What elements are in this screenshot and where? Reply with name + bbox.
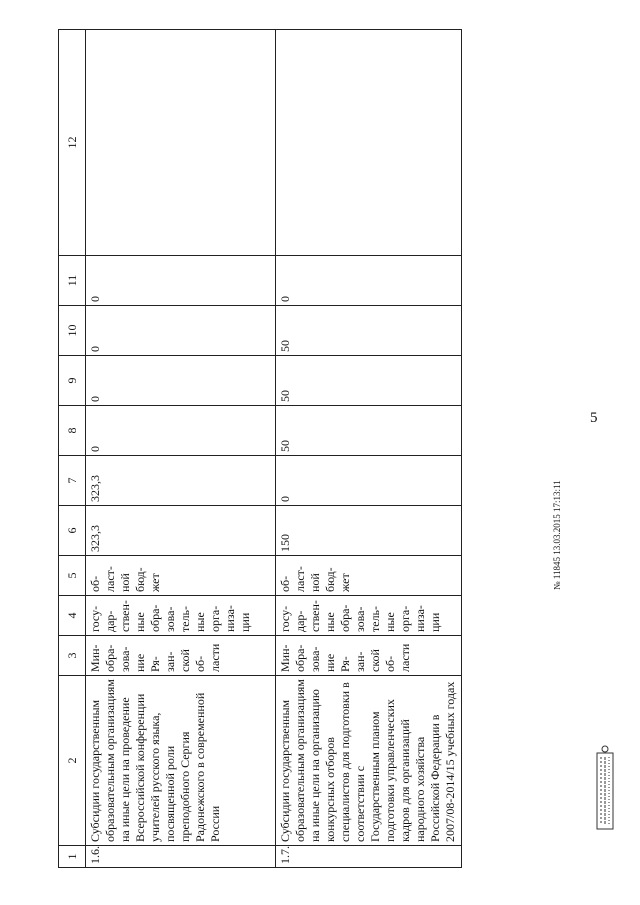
year-value: 0 [276,456,462,506]
year-value: 0 [86,256,276,306]
budget-table [58,29,462,868]
page-number: 5 [590,410,598,426]
total-value: 323,3 [86,506,276,556]
row-number: 1.7. [276,846,462,868]
header-cell: 8 [59,406,86,456]
funding-source: об-ласт-ной бюд-жет [276,556,462,596]
header-cell: 11 [59,256,86,306]
header-cell: 4 [59,596,86,636]
year-value: 50 [276,306,462,356]
participants: госу-дар-ствен-ные обра-зова-тель-ные орга-низа-ции [276,596,462,636]
header-cell: 2 [59,676,86,846]
header-cell: 7 [59,456,86,506]
header-cell: 1 [59,846,86,868]
total-value: 150 [276,506,462,556]
budget-table-sheet [58,30,462,868]
funding-source: об-ласт-ной бюд-жет [86,556,276,596]
result-cell [86,30,276,256]
table-row [276,30,462,868]
header-cell: 6 [59,506,86,556]
responsible-executor: Мин-обра-зова-ние Ря-зан-ской об-ласти [276,636,462,676]
year-value: 0 [276,256,462,306]
table-row [86,30,276,868]
year-value: 0 [86,356,276,406]
header-row [59,30,86,868]
year-value: 50 [276,356,462,406]
measure-description: Субсидии государственным образовательным организациям на иные цели на организацию конкурсных отборов специалистов для подготовки в соответствии с Государственным планом подготовки управленческих кадров для организаций народного хозяйства Российской Федерации в 2007/08-2014/15 учебных годах [276,676,462,846]
header-cell: 9 [59,356,86,406]
row-number: 1.6. [86,846,276,868]
responsible-executor: Мин-обра-зова-ние Ря-зан-ской об-ласти [86,636,276,676]
header-cell: 12 [59,30,86,256]
header-cell: 3 [59,636,86,676]
measure-description: Субсидии государственным образовательным организациям на иные цели на проведение Всероссийской конференции учителей русского языка, посвященной роли преподобного Сергия Радонежского в современной России [86,676,276,846]
year-value: 0 [86,306,276,356]
year-value: 0 [86,406,276,456]
stamp-icon [593,745,617,835]
result-cell [276,30,462,256]
registration-footer: № 11845 13.03.2015 17:13:11 [552,480,562,590]
year-value: 323,3 [86,456,276,506]
header-cell: 5 [59,556,86,596]
header-cell: 10 [59,306,86,356]
year-value: 50 [276,406,462,456]
participants: госу-дар-ствен-ные обра-зова-тель-ные орга-низа-ции [86,596,276,636]
